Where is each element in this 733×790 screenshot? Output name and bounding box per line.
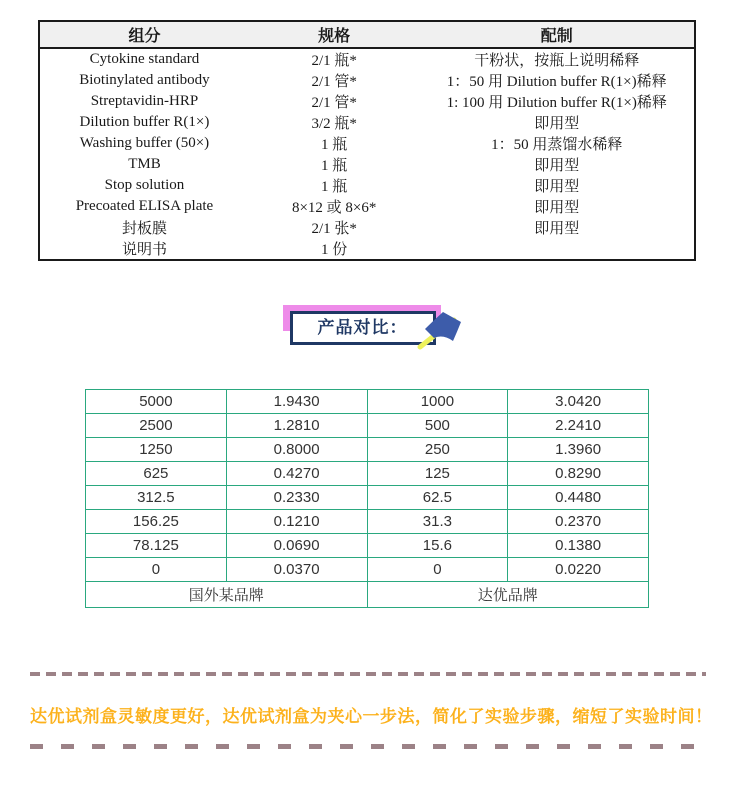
comparison-table bbox=[85, 389, 649, 608]
comparison-table-row bbox=[86, 390, 649, 414]
kit-table-cell: 1 瓶 bbox=[321, 179, 348, 195]
comparison-table-cell: 0.4270 bbox=[226, 462, 367, 486]
kit-table-cell: 1 瓶 bbox=[321, 137, 348, 153]
comparison-table-cell: 625 bbox=[86, 462, 227, 486]
kit-header-preparation: 配制 bbox=[419, 21, 695, 48]
kit-table-cell: Streptavidin-HRP bbox=[90, 93, 199, 109]
kit-table-row bbox=[39, 91, 695, 112]
comparison-table-cell: 1000 bbox=[367, 390, 508, 414]
kit-table-cell: 1 份 bbox=[321, 242, 348, 258]
kit-table-cell: 2/1 管* bbox=[311, 74, 357, 90]
kit-table-cell: 1 瓶 bbox=[321, 158, 348, 174]
kit-table-cell: 即用型 bbox=[534, 158, 580, 174]
kit-header-spec: 规格 bbox=[249, 21, 420, 48]
dashed-divider-top bbox=[30, 672, 706, 676]
comparison-table-cell: 1250 bbox=[86, 438, 227, 462]
kit-table-row bbox=[39, 48, 695, 70]
kit-table-cell: 3/2 瓶* bbox=[311, 116, 357, 132]
comparison-table-cell: 0.2370 bbox=[508, 510, 649, 534]
badge-label: 产品对比： bbox=[317, 318, 408, 337]
flag-pen-icon bbox=[414, 307, 464, 351]
comparison-table-cell: 78.125 bbox=[86, 534, 227, 558]
comparison-table-cell: 500 bbox=[367, 414, 508, 438]
comparison-table-row bbox=[86, 558, 649, 582]
kit-table-cell: Washing buffer (50×) bbox=[79, 135, 210, 151]
comparison-table-cell: 0.4480 bbox=[508, 486, 649, 510]
comparison-table-body bbox=[86, 390, 649, 608]
comparison-table-cell: 0.8290 bbox=[508, 462, 649, 486]
comparison-table-cell: 2.2410 bbox=[508, 414, 649, 438]
comparison-table-row bbox=[86, 486, 649, 510]
comparison-table-row bbox=[86, 462, 649, 486]
comparison-brand-cell: 国外某品牌 bbox=[86, 582, 368, 608]
kit-table-cell: 2/1 管* bbox=[311, 95, 357, 111]
comparison-table-cell: 2500 bbox=[86, 414, 227, 438]
kit-table-row bbox=[39, 238, 695, 260]
kit-table-cell: 8×12 或 8×6* bbox=[291, 200, 377, 216]
kit-table-cell: TMB bbox=[128, 156, 161, 172]
kit-table-cell: 即用型 bbox=[534, 179, 580, 195]
kit-table-cell: Precoated ELISA plate bbox=[75, 198, 214, 214]
comparison-table-cell: 1.2810 bbox=[226, 414, 367, 438]
comparison-table-cell: 3.0420 bbox=[508, 390, 649, 414]
dashed-divider-bottom bbox=[30, 744, 706, 749]
comparison-table-cell: 0 bbox=[367, 558, 508, 582]
kit-table-row bbox=[39, 70, 695, 91]
kit-table-cell: Dilution buffer R(1×) bbox=[79, 114, 210, 130]
kit-table-header-row bbox=[39, 21, 695, 48]
kit-table-row bbox=[39, 175, 695, 196]
kit-table-cell: 1: 100 用 Dilution buffer R(1×)稀释 bbox=[446, 95, 667, 111]
kit-table-cell: Cytokine standard bbox=[89, 51, 200, 67]
product-comparison-badge bbox=[273, 305, 461, 351]
comparison-table-cell: 156.25 bbox=[86, 510, 227, 534]
comparison-table-cell: 0.0220 bbox=[508, 558, 649, 582]
kit-table-cell bbox=[419, 238, 695, 260]
comparison-table-cell: 0.1210 bbox=[226, 510, 367, 534]
comparison-table-cell: 0.8000 bbox=[226, 438, 367, 462]
comparison-table-cell: 250 bbox=[367, 438, 508, 462]
comparison-table-row bbox=[86, 438, 649, 462]
kit-table-cell: Biotinylated antibody bbox=[79, 72, 210, 88]
comparison-table-cell: 1.3960 bbox=[508, 438, 649, 462]
kit-components-table bbox=[38, 20, 696, 261]
comparison-table-cell: 0.1380 bbox=[508, 534, 649, 558]
kit-table-header bbox=[39, 21, 695, 48]
kit-table-cell: 即用型 bbox=[534, 116, 580, 132]
comparison-table-cell: 0.0690 bbox=[226, 534, 367, 558]
kit-table-cell: Stop solution bbox=[104, 177, 185, 193]
kit-table-cell: 干粉状，按瓶上说明稀释 bbox=[474, 53, 640, 69]
kit-table-row bbox=[39, 217, 695, 238]
comparison-table-row bbox=[86, 534, 649, 558]
comparison-table-cell: 15.6 bbox=[367, 534, 508, 558]
kit-table-cell: 即用型 bbox=[534, 200, 580, 216]
comparison-table-cell: 0 bbox=[86, 558, 227, 582]
comparison-table-cell: 312.5 bbox=[86, 486, 227, 510]
kit-table-row bbox=[39, 133, 695, 154]
kit-table-cell: 2/1 瓶* bbox=[311, 53, 357, 69]
kit-table-row bbox=[39, 154, 695, 175]
kit-header-component: 组分 bbox=[39, 21, 249, 48]
comparison-table-row bbox=[86, 510, 649, 534]
comparison-brand-cell: 达优品牌 bbox=[367, 582, 649, 608]
comparison-table-cell: 1.9430 bbox=[226, 390, 367, 414]
comparison-table-cell: 125 bbox=[367, 462, 508, 486]
kit-table-cell: 2/1 张* bbox=[311, 221, 357, 237]
kit-table-row bbox=[39, 112, 695, 133]
kit-table-cell: 说明书 bbox=[121, 242, 167, 258]
kit-table-cell: 封板膜 bbox=[121, 221, 167, 237]
kit-table-cell: 1：50 用蒸馏水稀释 bbox=[491, 137, 623, 153]
kit-table-cell: 即用型 bbox=[534, 221, 580, 237]
comparison-table-cell: 31.3 bbox=[367, 510, 508, 534]
comparison-table-cell: 62.5 bbox=[367, 486, 508, 510]
kit-table-row bbox=[39, 196, 695, 217]
comparison-table-footer-row bbox=[86, 582, 649, 608]
kit-table-body bbox=[39, 48, 695, 260]
note-text: 达优试剂盒灵敏度更好，达优试剂盒为夹心一步法，简化了实验步骤，缩短了实验时间！ bbox=[30, 707, 713, 726]
kit-table-cell: 1：50 用 Dilution buffer R(1×)稀释 bbox=[446, 74, 667, 90]
comparison-table-row bbox=[86, 414, 649, 438]
comparison-table-cell: 0.0370 bbox=[226, 558, 367, 582]
comparison-table-cell: 5000 bbox=[86, 390, 227, 414]
comparison-table-cell: 0.2330 bbox=[226, 486, 367, 510]
